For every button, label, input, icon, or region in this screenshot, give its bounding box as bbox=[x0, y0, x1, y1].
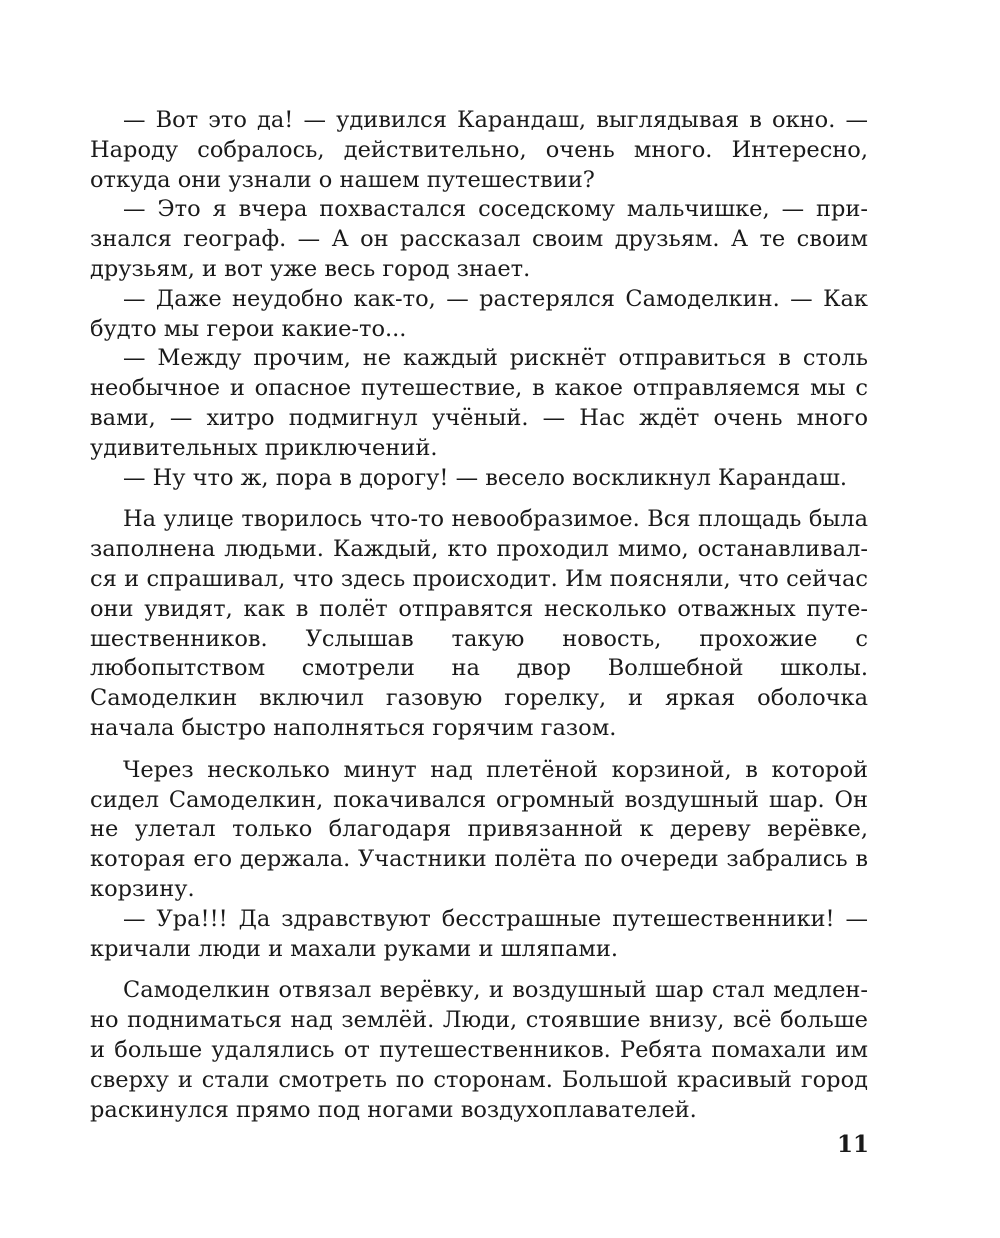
paragraph: На улице творилось что-то невообразимое. Вся площадь была заполнена людьми. Каждый, кто проходил мимо, останавливался и спрашивал, что здесь происходит. Им поясняли, что сейчас они увидят, как в полёт отправятся несколько отважных путешественников. Услышав такую новость, прохожие с любопытством смотрели на двор Волшебной школы. Самоделкин включил газовую горелку, и яркая оболочка начала быстро наполняться горячим газом. bbox=[90, 506, 868, 741]
page-text bbox=[90, 106, 868, 1125]
paragraph: — Между прочим, не каждый рискнёт отправиться в столь необычное и опасное путешествие, в какое отправляемся мы с вами, — хитро подмигнул учёный. — Нас ждёт очень много удивительных приключений. bbox=[90, 345, 868, 461]
paragraph: Самоделкин отвязал верёвку, и воздушный шар стал медленно подниматься над землёй. Люди, стоявшие внизу, всё больше и больше удалялись от путешественников. Ребята помахали им сверху и стали смотреть по сторонам. Большой красивый город раскинулся прямо под ногами воздухоплавателей. bbox=[90, 977, 868, 1123]
paragraph: — Это я вчера похвастался соседскому мальчишке, — признался географ. — А он рассказал своим друзьям. А те своим друзьям, и вот уже весь город знает. bbox=[90, 196, 868, 282]
paragraph: — Вот это да! — удивился Карандаш, выглядывая в окно. — Народу собралось, действительно, очень много. Интересно, откуда они узнали о нашем путешествии? bbox=[90, 107, 868, 193]
paragraph: — Даже неудобно как-то, — растерялся Самоделкин. — Как будто мы герои какие-то... bbox=[90, 285, 868, 342]
paragraph: — Ну что ж, пора в дорогу! — весело воскликнул Карандаш. bbox=[123, 464, 848, 491]
page-number: 11 bbox=[836, 1131, 869, 1158]
paragraph: Через несколько минут над плетёной корзиной, в которой сидел Самоделкин, покачивался огромный воздушный шар. Он не улетал только благодаря привязанной к дереву верёвке, которая его держала. Участники полёта по очереди забрались в корзину. bbox=[90, 756, 868, 902]
paragraph: — Ура!!! Да здравствуют бесстрашные путешественники! — кричали люди и махали руками и шляпами. bbox=[90, 905, 868, 962]
